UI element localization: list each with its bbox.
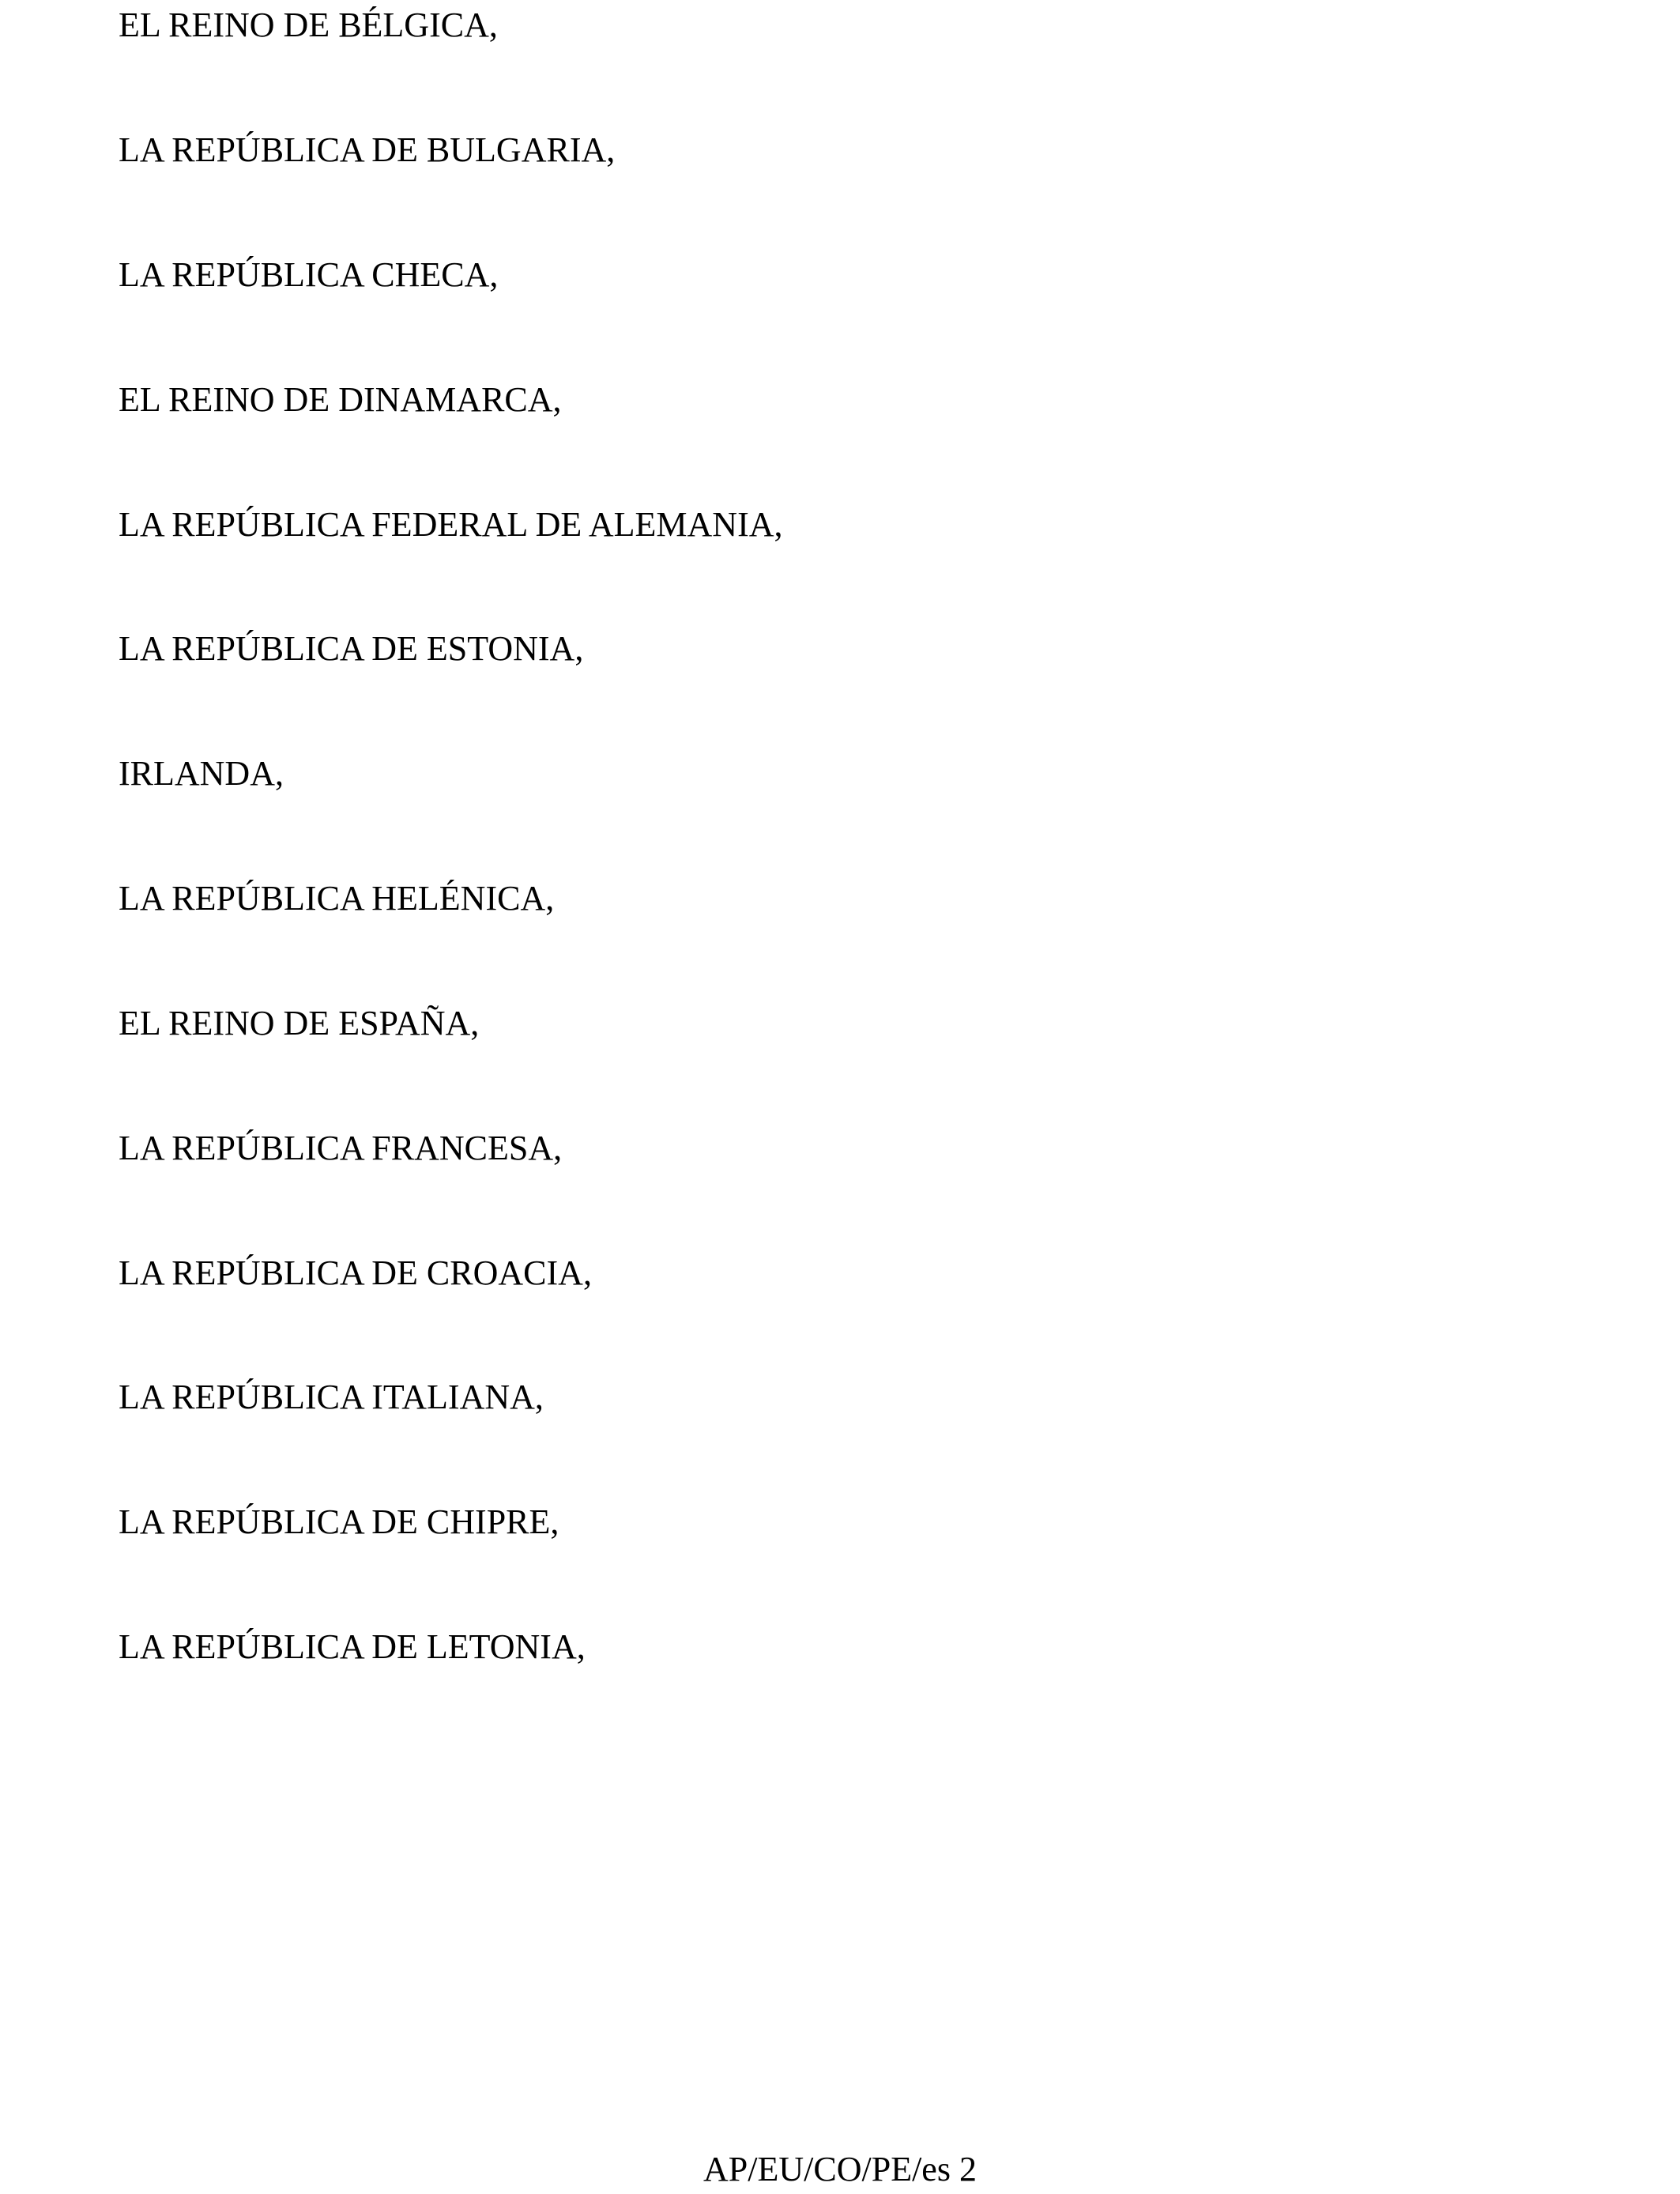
party-entry: LA REPÚBLICA DE ESTONIA, <box>119 629 584 668</box>
party-entry: LA REPÚBLICA FRANCESA, <box>119 1129 563 1167</box>
party-entry: LA REPÚBLICA DE LETONIA, <box>119 1627 586 1666</box>
party-entry: EL REINO DE BÉLGICA, <box>119 6 498 44</box>
party-entry: LA REPÚBLICA DE BULGARIA, <box>119 130 616 169</box>
party-entry: IRLANDA, <box>119 754 284 793</box>
party-entry: LA REPÚBLICA DE CROACIA, <box>119 1253 592 1292</box>
party-entry: LA REPÚBLICA DE CHIPRE, <box>119 1502 559 1541</box>
party-entry: LA REPÚBLICA CHECA, <box>119 255 499 294</box>
party-entry: EL REINO DE DINAMARCA, <box>119 380 562 419</box>
party-entry: LA REPÚBLICA ITALIANA, <box>119 1378 544 1416</box>
party-entry: EL REINO DE ESPAÑA, <box>119 1004 480 1042</box>
party-entry: LA REPÚBLICA FEDERAL DE ALEMANIA, <box>119 505 783 544</box>
page-footer-reference: AP/EU/CO/PE/es 2 <box>703 2150 977 2188</box>
party-entry: LA REPÚBLICA HELÉNICA, <box>119 879 555 918</box>
